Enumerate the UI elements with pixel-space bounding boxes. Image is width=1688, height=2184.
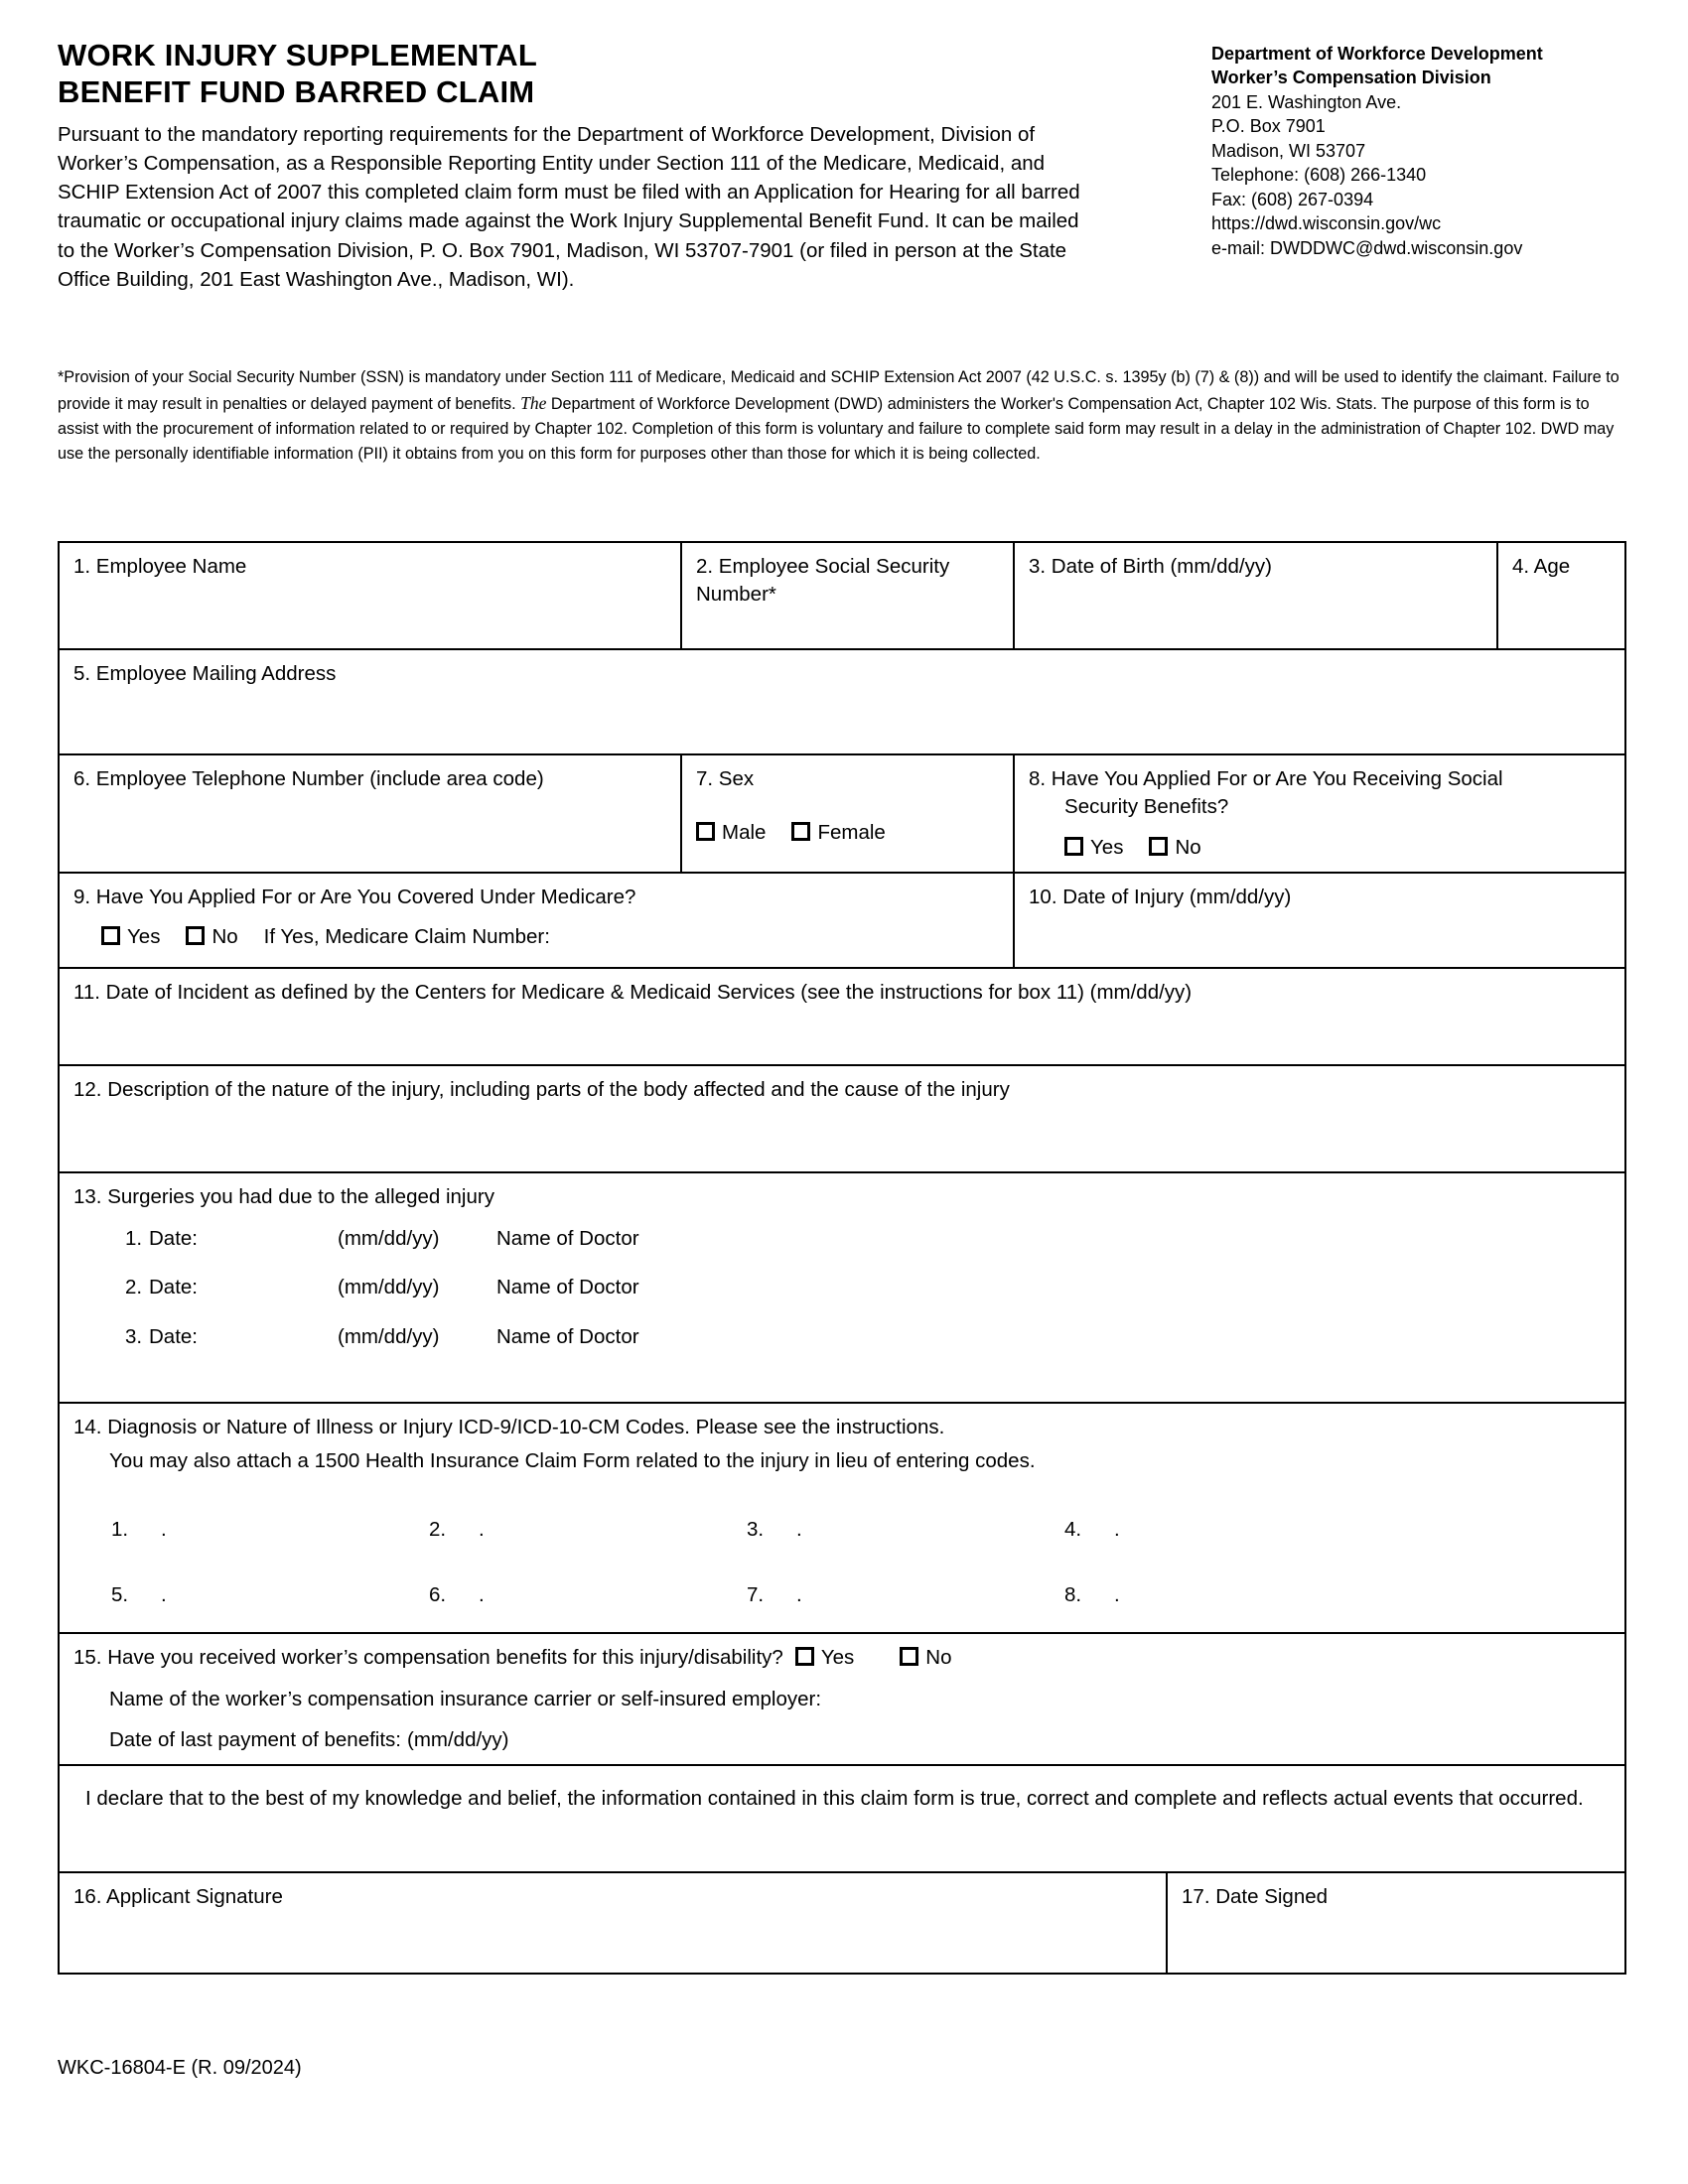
- field-employee-ssn-label: 2. Employee Social Security Number*: [696, 555, 950, 606]
- surgery-date-format: (mm/dd/yy): [338, 1276, 440, 1299]
- field-sex: [681, 754, 1014, 873]
- checkbox-icon[interactable]: [1149, 837, 1168, 856]
- checkbox-icon[interactable]: [795, 1647, 814, 1666]
- sex-options: [696, 819, 1001, 847]
- field-diagnosis-codes: [59, 1403, 1625, 1633]
- agency-address-block: [1211, 38, 1628, 260]
- field-medicare: [59, 873, 1014, 968]
- field-last-payment-label: Date of last payment of benefits:: [109, 1728, 401, 1752]
- diagnosis-code-entry[interactable]: [73, 1516, 391, 1544]
- privacy-notice-the: The: [520, 393, 547, 414]
- checkbox-icon[interactable]: [900, 1647, 918, 1666]
- checkbox-sex-male-label: Male: [722, 820, 767, 844]
- diagnosis-code-row: [73, 1581, 1613, 1609]
- surgery-date-format: (mm/dd/yy): [338, 1325, 440, 1349]
- diagnosis-code-number: 8.: [1064, 1583, 1082, 1607]
- checkbox-medicare-no[interactable]: [186, 925, 237, 948]
- agency-telephone: Telephone: (608) 266-1340: [1211, 165, 1427, 186]
- surgery-row[interactable]: [73, 1225, 1613, 1253]
- diagnosis-code-entry[interactable]: [391, 1581, 709, 1609]
- diagnosis-code-dot: .: [796, 1518, 802, 1542]
- field-mailing-address-label: 5. Employee Mailing Address: [73, 662, 337, 685]
- diagnosis-code-entry[interactable]: [73, 1581, 391, 1609]
- diagnosis-code-number: 4.: [1064, 1518, 1082, 1542]
- diagnosis-code-dot: .: [1114, 1518, 1120, 1542]
- table-row-mailing-address: [59, 649, 1625, 754]
- surgery-date-format: (mm/dd/yy): [338, 1226, 440, 1250]
- page-title-line-1: WORK INJURY SUPPLEMENTAL: [58, 38, 538, 72]
- table-row-injury-description: [59, 1065, 1625, 1172]
- field-wc-benefits-question-row: [73, 1646, 978, 1669]
- diagnosis-code-dot: .: [161, 1518, 167, 1542]
- diagnosis-code-entry[interactable]: [1027, 1516, 1344, 1544]
- ssn-privacy-notice: [58, 365, 1624, 467]
- field-age[interactable]: [1497, 542, 1625, 649]
- table-row-surgeries: [59, 1172, 1625, 1403]
- diagnosis-code-entry[interactable]: [709, 1581, 1027, 1609]
- checkbox-icon[interactable]: [1064, 837, 1083, 856]
- diagnosis-code-dot: .: [1114, 1583, 1120, 1607]
- checkbox-wc-benefits-yes[interactable]: [795, 1646, 854, 1669]
- checkbox-icon[interactable]: [101, 926, 120, 945]
- field-date-of-incident-label: 11. Date of Incident as defined by the Centers for Medicare & Medicaid Services (see the instructions for box 11) (mm/dd/yy): [73, 981, 1193, 1005]
- declaration-cell: [59, 1765, 1625, 1872]
- page-title: [58, 38, 1110, 110]
- surgery-row[interactable]: [73, 1323, 1613, 1351]
- checkbox-ss-benefits-yes[interactable]: [1064, 836, 1123, 859]
- table-row-signature: [59, 1872, 1625, 1974]
- field-employee-telephone[interactable]: [59, 754, 681, 873]
- field-ss-benefits-label-line1: 8. Have You Applied For or Are You Receiving Social: [1029, 767, 1503, 790]
- field-applicant-signature[interactable]: [59, 1872, 1167, 1974]
- field-employee-ssn[interactable]: [681, 542, 1014, 649]
- field-social-security-benefits: [1014, 754, 1625, 873]
- header-left-block: [58, 38, 1110, 294]
- page-header: [58, 38, 1628, 294]
- diagnosis-code-row: [73, 1516, 1613, 1544]
- intro-paragraph: Pursuant to the mandatory reporting requirements for the Department of Workforce Development, Division of Worker’s Compensation, as a Responsible Reporting Entity under Section 111 of the Medicare, Medicaid, and SCHIP Extension Act of 2007 this completed claim form must be filed with an Application for Hearing for all barred traumatic or occupational injury claims made against the Work Injury Supplemental Benefit Fund. It can be mailed to the Worker’s Compensation Division, P. O. Box 7901, Madison, WI 53707-7901 (or filed in person at the State Office Building, 201 East Washington Ave., Madison, WI).: [58, 123, 1080, 291]
- diagnosis-code-dot: .: [161, 1583, 167, 1607]
- surgery-date-label: Date:: [149, 1226, 198, 1250]
- field-age-label: 4. Age: [1512, 555, 1571, 578]
- field-ss-benefits-label-line2: Security Benefits?: [1064, 794, 1229, 818]
- diagnosis-code-grid: [73, 1516, 1613, 1608]
- table-row-medicare-injury-date: [59, 873, 1625, 968]
- claim-form-table: [58, 541, 1626, 1975]
- field-medicare-label: 9. Have You Applied For or Are You Covered Under Medicare?: [73, 886, 636, 909]
- diagnosis-code-dot: .: [479, 1583, 485, 1607]
- checkbox-icon[interactable]: [186, 926, 205, 945]
- declaration-text: I declare that to the best of my knowledge and belief, the information contained in this claim form is true, correct and complete and reflects actual events that occurred.: [85, 1787, 1584, 1811]
- diagnosis-code-number: 7.: [747, 1583, 765, 1607]
- field-injury-description[interactable]: [59, 1065, 1625, 1172]
- field-sex-label: 7. Sex: [696, 767, 755, 790]
- checkbox-medicare-no-label: No: [211, 924, 238, 948]
- field-wc-carrier-label: Name of the worker’s compensation insurance carrier or self-insured employer:: [109, 1687, 822, 1710]
- field-last-payment-format: (mm/dd/yy): [407, 1728, 509, 1752]
- diagnosis-code-number: 3.: [747, 1518, 765, 1542]
- checkbox-sex-female-label: Female: [817, 820, 886, 844]
- table-row-declaration: [59, 1765, 1625, 1872]
- agency-street: 201 E. Washington Ave.: [1211, 91, 1402, 112]
- diagnosis-code-number: 5.: [111, 1583, 129, 1607]
- surgery-doctor-label: Name of Doctor: [496, 1325, 639, 1349]
- field-surgeries-label: 13. Surgeries you had due to the alleged injury: [73, 1185, 494, 1209]
- checkbox-sex-female[interactable]: [791, 821, 885, 844]
- table-row-contact-sex-ssbenefits: [59, 754, 1625, 873]
- diagnosis-code-entry[interactable]: [709, 1516, 1027, 1544]
- privacy-notice-part-1: *Provision of your Social Security Number (SSN) is mandatory under Section 111 of Medicare, Medicaid and SCHIP Extension Act 2007 (42 U.S.C. s. 1395y (b) (7) & (8)) and will be used to identify the claimant. Failure to provide it may result in penalties or delayed payment of benefits.: [58, 368, 1619, 414]
- field-wc-benefits: [59, 1633, 1625, 1765]
- field-date-of-birth[interactable]: [1014, 542, 1497, 649]
- field-injury-description-label: 12. Description of the nature of the injury, including parts of the body affected and the cause of the injury: [73, 1078, 1010, 1102]
- table-row-identity: [59, 542, 1625, 649]
- checkbox-wc-benefits-no[interactable]: [900, 1646, 951, 1669]
- agency-email: e-mail: DWDDWC@dwd.wisconsin.gov: [1211, 237, 1523, 258]
- field-employee-name[interactable]: [59, 542, 681, 649]
- checkbox-medicare-yes[interactable]: [101, 925, 160, 948]
- diagnosis-code-number: 1.: [111, 1518, 129, 1542]
- surgery-number: 2.: [125, 1276, 143, 1299]
- page-title-line-2: BENEFIT FUND BARRED CLAIM: [58, 73, 535, 109]
- field-mailing-address[interactable]: [59, 649, 1625, 754]
- table-row-date-of-incident: [59, 968, 1625, 1065]
- checkbox-ss-benefits-yes-label: Yes: [1090, 836, 1124, 860]
- field-diagnosis-title: 14. Diagnosis or Nature of Illness or Injury ICD-9/ICD-10-CM Codes. Please see the instructions.: [73, 1416, 945, 1439]
- ss-benefits-options: [1029, 834, 1613, 862]
- checkbox-icon[interactable]: [791, 822, 810, 841]
- checkbox-ss-benefits-no[interactable]: [1149, 836, 1200, 859]
- field-date-of-birth-label: 3. Date of Birth (mm/dd/yy): [1029, 555, 1272, 578]
- field-applicant-signature-label: 16. Applicant Signature: [73, 1885, 283, 1909]
- agency-fax: Fax: (608) 267-0394: [1211, 189, 1374, 209]
- surgery-number: 1.: [125, 1226, 143, 1250]
- agency-website: https://dwd.wisconsin.gov/wc: [1211, 213, 1442, 234]
- field-employee-telephone-label: 6. Employee Telephone Number (include area code): [73, 767, 544, 790]
- field-employee-name-label: 1. Employee Name: [73, 555, 247, 578]
- checkbox-ss-benefits-no-label: No: [1175, 836, 1201, 860]
- form-number-footer: WKC-16804-E (R. 09/2024): [58, 2057, 302, 2079]
- diagnosis-code-number: 2.: [429, 1518, 447, 1542]
- diagnosis-code-number: 6.: [429, 1583, 447, 1607]
- surgery-doctor-label: Name of Doctor: [496, 1276, 639, 1299]
- field-wc-benefits-question: 15. Have you received worker’s compensation benefits for this injury/disability?: [73, 1646, 783, 1670]
- checkbox-sex-male[interactable]: [696, 821, 766, 844]
- agency-division: Worker’s Compensation Division: [1211, 68, 1491, 88]
- field-date-signed[interactable]: [1167, 1872, 1625, 1974]
- diagnosis-code-dot: .: [479, 1518, 485, 1542]
- diagnosis-code-dot: .: [796, 1583, 802, 1607]
- field-last-payment-row: [73, 1726, 1613, 1754]
- field-medicare-claim-number-label: If Yes, Medicare Claim Number:: [263, 924, 550, 948]
- checkbox-wc-benefits-yes-label: Yes: [820, 1646, 855, 1670]
- privacy-notice-part-2: Department of Workforce Development (DWD) administers the Worker's Compensation Act, Chapter 102 Wis. Stats. The purpose of this form is to assist with the procurement of information related to or required by Chapter 102. Completion of this form is voluntary and failure to complete said form may result in a delay in the administration of Chapter 102. DWD may use the personally identifiable information (PII) it obtains from you on this form for purposes other than those for which it is being collected.: [58, 395, 1615, 464]
- surgery-list: [73, 1225, 1613, 1351]
- agency-po-box: P.O. Box 7901: [1211, 116, 1326, 137]
- diagnosis-code-entry[interactable]: [1027, 1581, 1344, 1609]
- checkbox-medicare-yes-label: Yes: [127, 924, 161, 948]
- field-date-of-injury[interactable]: [1014, 873, 1625, 968]
- surgery-date-label: Date:: [149, 1325, 198, 1349]
- surgery-doctor-label: Name of Doctor: [496, 1226, 639, 1250]
- surgery-date-label: Date:: [149, 1276, 198, 1299]
- agency-department: Department of Workforce Development: [1211, 44, 1543, 64]
- surgery-number: 3.: [125, 1325, 143, 1349]
- field-diagnosis-subtitle: You may also attach a 1500 Health Insurance Claim Form related to the injury in lieu of entering codes.: [109, 1448, 1036, 1472]
- medicare-options: [73, 923, 1001, 951]
- field-date-of-incident[interactable]: [59, 968, 1625, 1065]
- surgery-row[interactable]: [73, 1274, 1613, 1301]
- diagnosis-code-entry[interactable]: [391, 1516, 709, 1544]
- agency-city-state-zip: Madison, WI 53707: [1211, 140, 1366, 161]
- table-row-wc-benefits: [59, 1633, 1625, 1765]
- table-row-diagnosis-codes: [59, 1403, 1625, 1633]
- field-date-signed-label: 17. Date Signed: [1182, 1885, 1329, 1909]
- checkbox-icon[interactable]: [696, 822, 715, 841]
- field-date-of-injury-label: 10. Date of Injury (mm/dd/yy): [1029, 886, 1292, 909]
- field-surgeries: [59, 1172, 1625, 1403]
- checkbox-wc-benefits-no-label: No: [925, 1646, 952, 1670]
